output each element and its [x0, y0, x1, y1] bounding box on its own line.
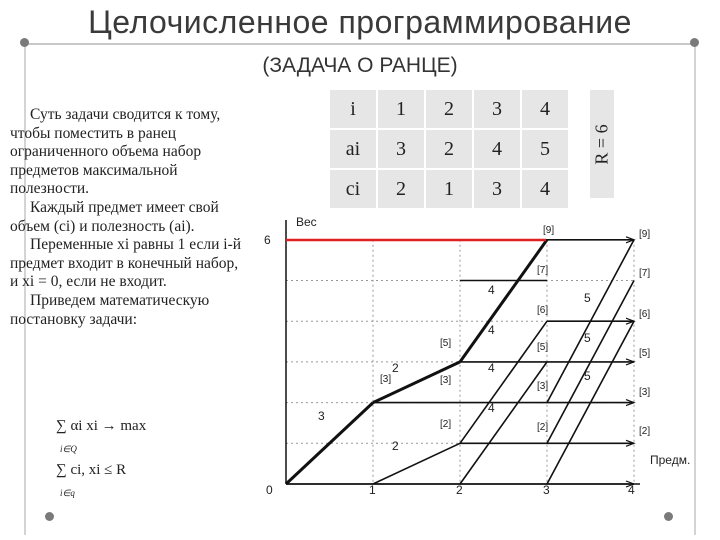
table-cell: 3 [377, 129, 425, 169]
graph-edge [286, 403, 373, 484]
state-label: [6] [639, 309, 651, 320]
table-cell: 1 [377, 90, 425, 129]
constraint-formula: ∑ ci, xi ≤ R [56, 462, 127, 478]
objective-subscript: i∈Q [60, 444, 77, 454]
table-cell: ai [330, 129, 377, 169]
graph-edges [286, 237, 634, 487]
edge-label: 2 [392, 439, 399, 453]
y-axis-label: Вес [296, 215, 317, 229]
table-cell: 4 [521, 90, 569, 129]
paragraph-2: Каждый предмет имеет свой объем (ci) и полезность (ai). [10, 198, 219, 235]
edge-label: 5 [584, 291, 591, 305]
edge-label: 4 [488, 401, 495, 415]
state-label: [6] [537, 305, 549, 316]
x-tick-1: 1 [369, 483, 376, 497]
x-tick-2: 2 [456, 483, 463, 497]
paragraph-1: Суть задачи сводится к тому, чтобы поместить в ранец ограниченного объема набор предметов максимальной полезности. [10, 106, 221, 198]
graph-edge [460, 240, 547, 362]
state-label: [5] [440, 338, 452, 349]
x-tick-0: 0 [266, 483, 273, 497]
objective-formula: ∑ αi xi → max [56, 418, 147, 434]
graph-edge [460, 321, 547, 443]
constraint-subscript: i∈q [60, 488, 75, 498]
paragraph-3: Переменные xi равны 1 если i-й предмет входит в конечный набор, и xi = 0, если не входит. [10, 236, 242, 291]
state-label: [5] [639, 348, 651, 359]
table-cell: 3 [473, 169, 521, 209]
table-cell: 2 [377, 169, 425, 209]
state-label: [7] [537, 265, 549, 276]
edge-label: 4 [488, 361, 495, 375]
state-label: [2] [440, 419, 452, 430]
capacity-text: R = 6 [591, 123, 612, 165]
edge-label: 2 [392, 361, 399, 375]
graph-edge [373, 443, 460, 484]
state-label: [2] [537, 422, 549, 433]
edge-label: 4 [488, 323, 495, 337]
state-label: [3] [440, 375, 452, 386]
table-cell: i [330, 90, 377, 129]
table-cell: 4 [473, 129, 521, 169]
state-label: [2] [639, 426, 651, 437]
table-cell: 5 [521, 129, 569, 169]
table-cell: 3 [473, 90, 521, 129]
edge-label: 5 [584, 369, 591, 383]
state-label: [3] [537, 381, 549, 392]
table-cell: 1 [425, 169, 473, 209]
edge-label: 5 [584, 331, 591, 345]
table-cell: 2 [425, 90, 473, 129]
state-label: [3] [639, 387, 651, 398]
state-label: [9] [543, 225, 555, 236]
state-label: [5] [537, 342, 549, 353]
table-cell: 2 [425, 129, 473, 169]
slide-subtitle: (ЗАДАЧА О РАНЦЕ) [262, 54, 458, 77]
slide-title: Целочисленное программирование [88, 4, 632, 40]
x-axis-label: Предм. [650, 453, 691, 467]
y-tick-6: 6 [264, 233, 271, 247]
graph-edge [460, 362, 547, 484]
table-cell: 4 [521, 169, 569, 209]
state-label: [7] [639, 268, 651, 279]
table-cell: ci [330, 169, 377, 209]
x-tick-3: 3 [543, 483, 550, 497]
state-label: [3] [380, 374, 392, 385]
x-tick-4: 4 [628, 483, 635, 497]
edge-label: 3 [318, 409, 325, 423]
state-label: [9] [639, 229, 651, 240]
paragraph-4: Приведем математическую постановку задачи: [10, 291, 210, 328]
edge-label: 4 [488, 283, 495, 297]
